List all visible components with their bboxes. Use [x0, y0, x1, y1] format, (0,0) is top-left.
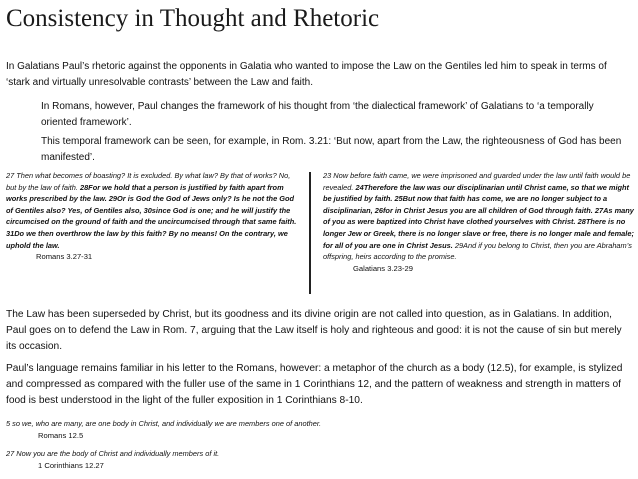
- romans-3-reference: Romans 3.27-31: [36, 252, 93, 262]
- quote-divider: [309, 172, 311, 294]
- galatians-3-quote-plain: 23 Now before faith came, we were imprisoned and guarded under the law until faith would be revealed.: [323, 171, 631, 192]
- romans-3-quote-plain: 27 Then what becomes of boasting? It is excluded. By what law? By that of works? No, but by the law of faith.: [6, 171, 291, 192]
- slide-title: Consistency in Thought and Rhetoric: [6, 5, 380, 32]
- romans-12-reference: Romans 12.5: [38, 430, 84, 440]
- romans-12-quote: [6, 418, 626, 441]
- law-superseded-paragraph: The Law has been superseded by Christ, but its goodness and its divine origin are not called into question, as in Galatians. In addition, Paul goes on to defend the Law in Rom. 7, arguing that the Law itself is holy and righteous and good: it is not the cause of sin but merely its occasion.: [6, 309, 622, 352]
- intro-paragraph: In Galatians Paul’s rhetoric against the opponents in Galatia who wanted to impose the Law on the Gentiles led him to speak in terms of ‘stark and virtually unresolvable contrasts’ between the Law and faith.: [6, 61, 607, 88]
- galatians-3-quote-end: 29And if you belong to Christ, then you are Abraham’s offspring, heirs according to the promise.: [323, 240, 632, 262]
- galatians-3-quote-bold: 24Therefore the law was our disciplinarian until Christ came, so that we might be justified by faith. 25But now that faith has come, we are no longer subject to a disciplinarian, 26for in Christ Jesus you are all children of God through faith. 27As many of you as were baptized into Christ have clothed yourselves with Christ. 28There is no longer Jew or Greek, there is no longer slave or free, there is no longer male and female; for all of you are one in Christ Jesus.: [323, 182, 634, 250]
- romans-3-quote: [6, 170, 298, 262]
- corinthians-12-quote-text: 27 Now you are the body of Christ and individually members of it.: [6, 449, 220, 458]
- romans-3-quote-bold: 28For we hold that a person is justified by faith apart from works prescribed by the law. 29Or is God the God of Jews only? Is he not the God of Gentiles also? Yes, of Gentiles also, 30since God is one; and he will justify the circumcised on the ground of faith and the uncircumcised through that same faith. 31Do we then overthrow the law by this faith? By no means! On the contrary, we uphold the law.: [6, 182, 297, 250]
- corinthians-12-quote: [6, 448, 626, 471]
- galatians-3-reference: Galatians 3.23-29: [353, 263, 413, 273]
- romans-framework-paragraph: In Romans, however, Paul changes the framework of his thought from ‘the dialectical framework’ of Galatians to ‘a temporally oriented framework’.: [41, 101, 594, 128]
- language-familiar-paragraph: Paul’s language remains familiar in his letter to the Romans, however: a metaphor of the church as a body (12.5), for example, is stylized and compressed as compared with the fuller use of the same in 1 Corinthians 12, and the pattern of weakness and strength in matters of food is best understood in the light of the fuller exposition in 1 Corinthians 8-10.: [6, 363, 623, 406]
- temporal-framework-paragraph: This temporal framework can be seen, for example, in Rom. 3.21: ‘But now, apart from the Law, the righteousness of God has been manifested’.: [41, 136, 622, 163]
- romans-12-quote-text: 5 so we, who are many, are one body in Christ, and individually we are members one of another.: [6, 419, 322, 428]
- corinthians-12-reference: 1 Corinthians 12.27: [38, 460, 104, 470]
- galatians-3-quote: [323, 170, 635, 274]
